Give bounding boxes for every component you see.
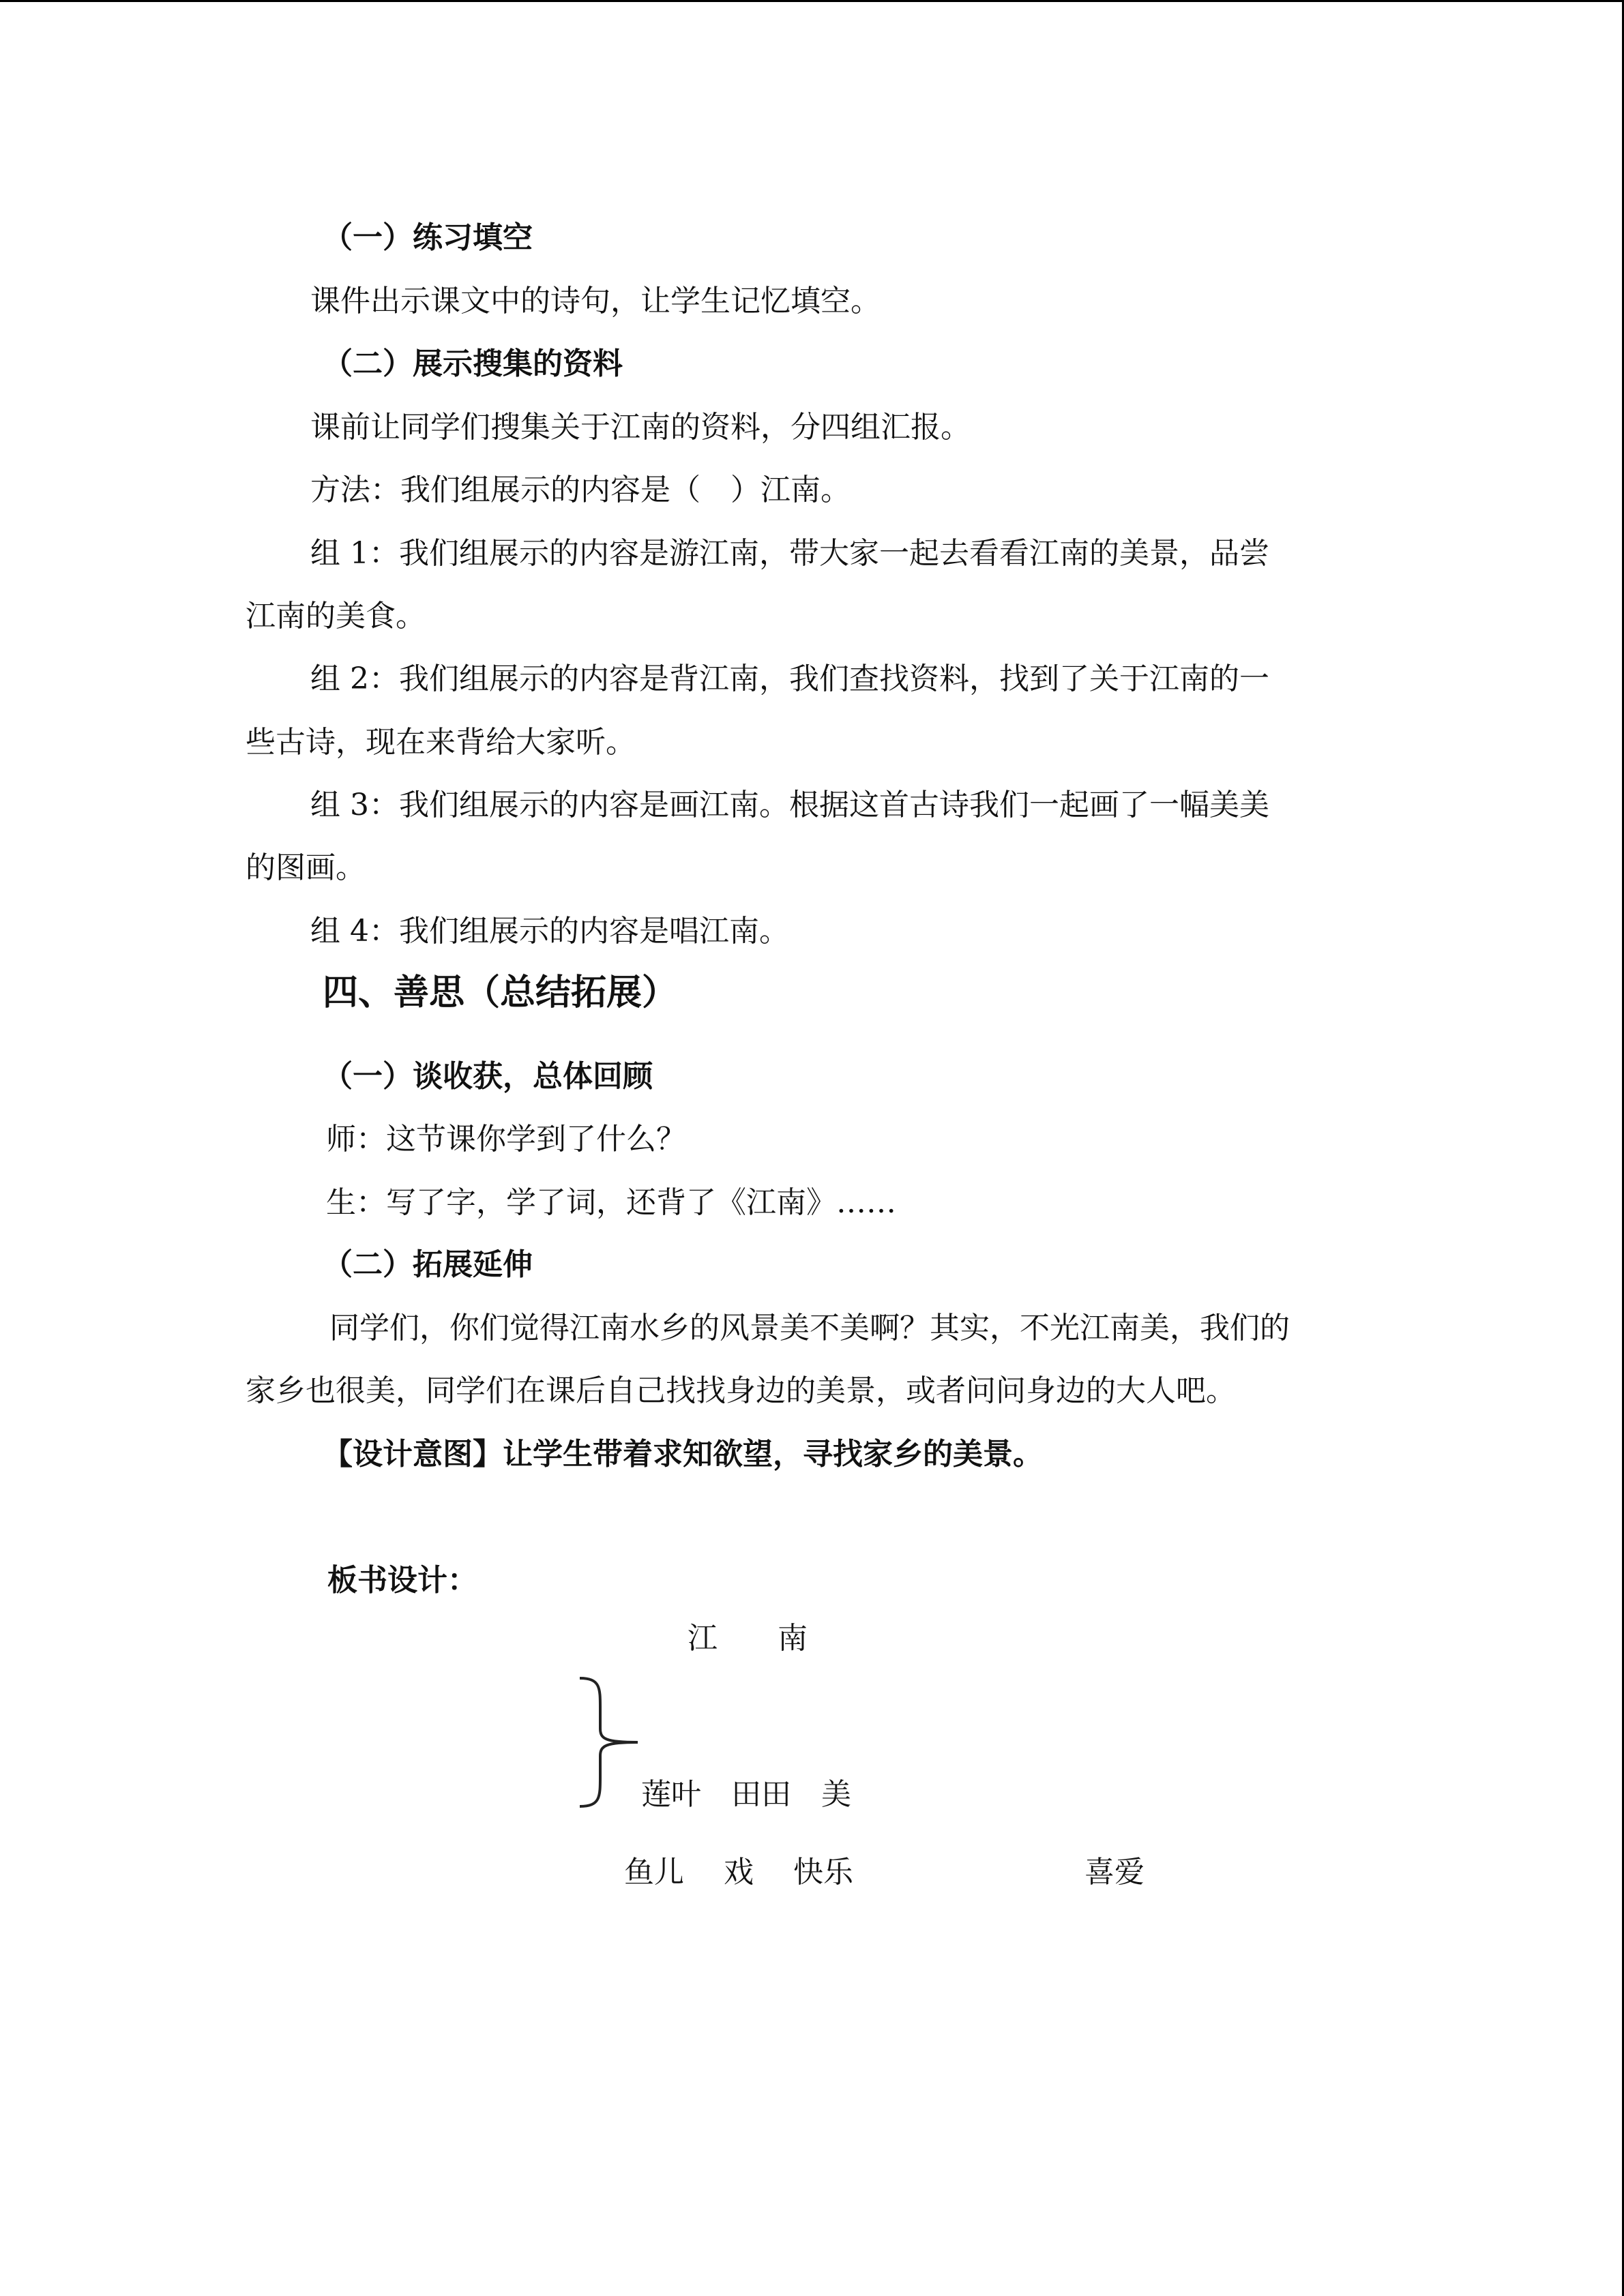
board-design-label: 板书设计：: [327, 1563, 477, 1598]
board-row-fish: 鱼儿 戏 快乐: [624, 1855, 853, 1890]
paragraph-extension-cont: 家乡也很美，同学们在课后自己找找身边的美景，或者问问身边的大人吧。: [246, 1373, 1236, 1408]
paragraph-method: 方法：我们组展示的内容是（ ）江南。: [310, 473, 851, 507]
design-intent: 【设计意图】让学生带着求知欲望，寻找家乡的美景。: [323, 1437, 1043, 1472]
subheading-harvest: （一）谈收获，总体回顾: [323, 1059, 653, 1094]
paragraph: 课件出示课文中的诗句，让学生记忆填空。: [310, 284, 881, 318]
board-row-lotus: 莲叶 田田 美: [641, 1777, 851, 1812]
paragraph-group3-cont: 的图画。: [246, 850, 366, 885]
paragraph-student: 生：写了字，学了词，还背了《江南》……: [326, 1185, 896, 1220]
paragraph-group1-cont: 江南的美食。: [246, 599, 426, 633]
subheading-show-materials: （二）展示搜集的资料: [323, 346, 623, 381]
paragraph-teacher: 师：这节课你学到了什么？: [326, 1122, 686, 1157]
paragraph-group1: 组 1：我们组展示的内容是游江南，带大家一起去看看江南的美景，品尝: [310, 536, 1269, 571]
section-heading-reflect: 四、善思（总结拓展）: [323, 972, 678, 1013]
paragraph-extension: 同学们，你们觉得江南水乡的风景美不美啊？其实，不光江南美，我们的: [329, 1311, 1290, 1345]
subheading-extension: （二）拓展延伸: [323, 1247, 533, 1282]
paragraph: 课前让同学们搜集关于江南的资料，分四组汇报。: [310, 410, 971, 445]
paragraph-group4: 组 4：我们组展示的内容是唱江南。: [310, 914, 789, 949]
subheading-practice-fill: （一）练习填空: [323, 220, 533, 255]
curly-brace-icon: [573, 1674, 648, 1810]
board-row-love: 喜爱: [1084, 1855, 1145, 1890]
paragraph-group2: 组 2：我们组展示的内容是背江南，我们查找资料，找到了关于江南的一: [310, 661, 1269, 696]
board-title: 江 南: [688, 1621, 808, 1656]
paragraph-group2-cont: 些古诗，现在来背给大家听。: [246, 725, 636, 760]
paragraph-group3: 组 3：我们组展示的内容是画江南。根据这首古诗我们一起画了一幅美美: [310, 788, 1269, 822]
